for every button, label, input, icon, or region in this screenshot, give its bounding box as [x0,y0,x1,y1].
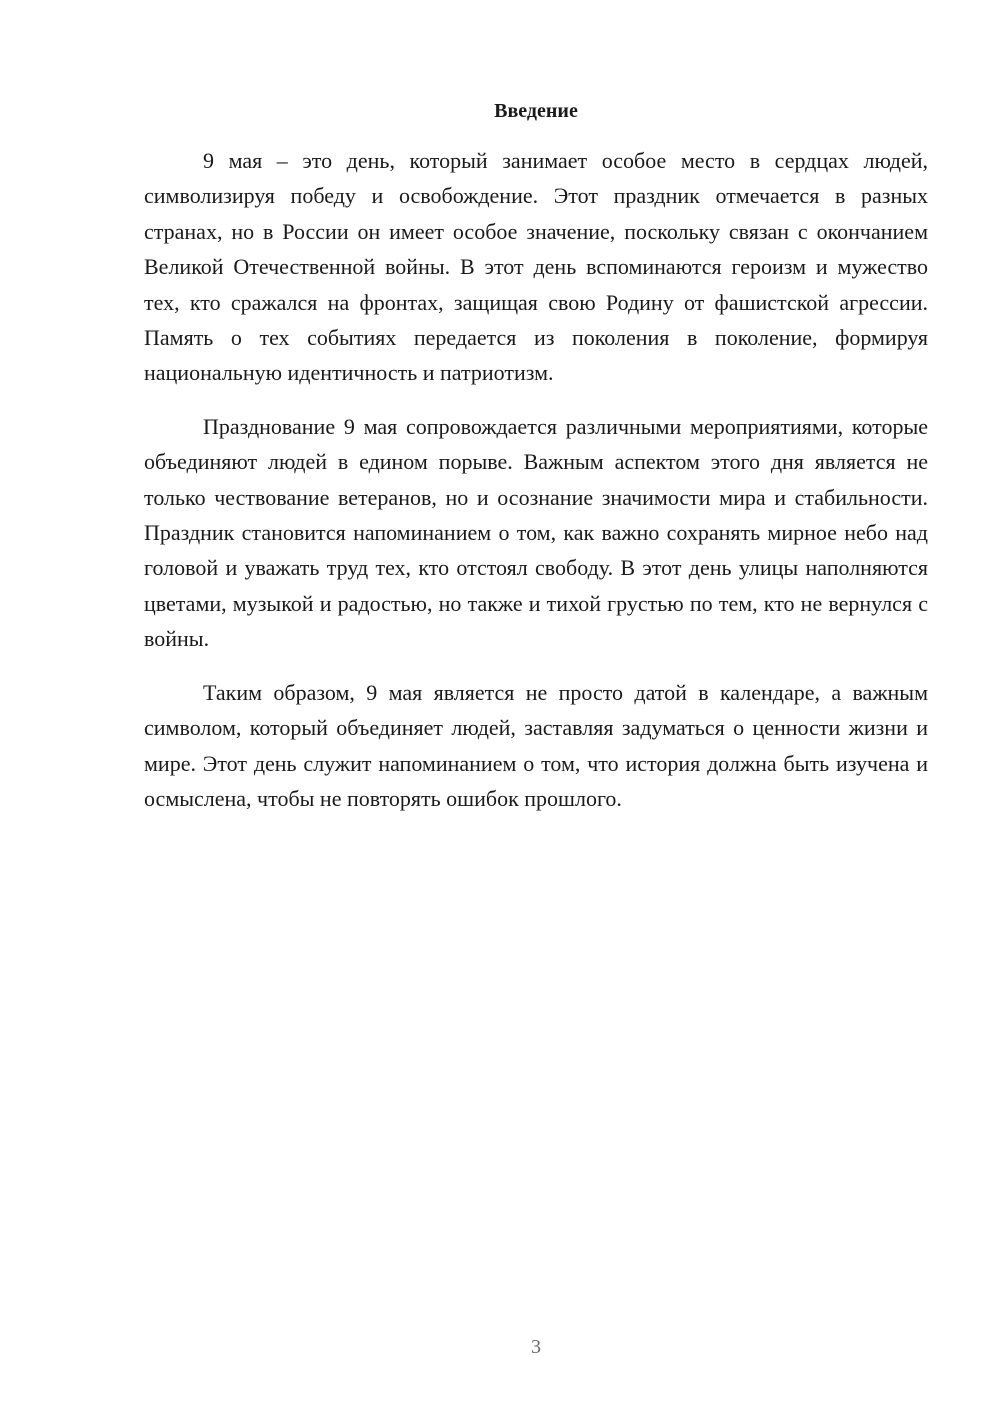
paragraph-2: Празднование 9 мая сопровождается различными мероприятиями, которые объединяют людей в едином порыве. Важным аспектом этого дня является не только чествование ветеранов, но и осознание значимости мира и стабильности. Праздник становится напоминанием о том, как важно сохранять мирное небо над головой и уважать труд тех, кто отстоял свободу. В этот день улицы наполняются цветами, музыкой и радостью, но также и тихой грустью по тем, кто не вернулся с войны. [144,413,928,652]
document-body [144,143,928,816]
page-number: 3 [531,1336,541,1358]
page-heading: Введение [494,100,578,122]
paragraph-3: Таким образом, 9 мая является не просто датой в календаре, а важным символом, который объединяет людей, заставляя задуматься о ценности жизни и мире. Этот день служит напоминанием о том, что история должна быть изучена и осмыслена, чтобы не повторять ошибок прошлого. [144,679,928,811]
paragraph-1: 9 мая – это день, который занимает особое место в сердцах людей, символизируя победу и освобождение. Этот праздник отмечается в разных странах, но в России он имеет особое значение, поскольку связан с окончанием Великой Отечественной войны. В этот день вспоминаются героизм и мужество тех, кто сражался на фронтах, защищая свою Родину от фашистской агрессии. Память о тех событиях передается из поколения в поколение, формируя национальную идентичность и патриотизм. [144,148,928,386]
